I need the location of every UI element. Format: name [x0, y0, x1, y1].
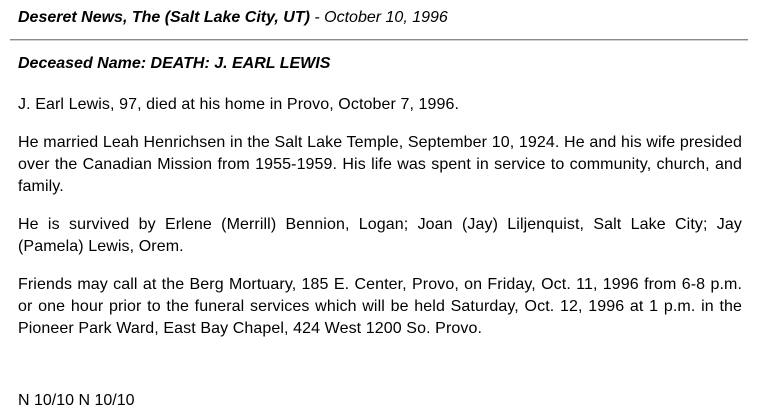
document-header [18, 8, 448, 28]
publication-name: Deseret News, The (Salt Lake City, UT) [18, 9, 310, 26]
publication-date: October 10, 1996 [324, 9, 448, 26]
obituary-paragraph: He married Leah Henrichsen in the Salt Lake Temple, September 10, 1924. He and his wife presided over the Canadian Mission from 1955-1959. His life was spent in service to community, church, and family. [18, 134, 742, 195]
obituary-body [18, 94, 742, 340]
header-separator: - [309, 9, 325, 26]
document-footer: N 10/10 N 10/10 [18, 392, 135, 409]
obituary-paragraph: He is survived by Erlene (Merrill) Bennion, Logan; Joan (Jay) Liljenquist, Salt Lake City; Jay (Pamela) Lewis, Orem. [18, 216, 742, 255]
obituary-paragraph: J. Earl Lewis, 97, died at his home in Provo, October 7, 1996. [18, 96, 460, 113]
horizontal-divider [10, 39, 748, 41]
obituary-paragraph: Friends may call at the Berg Mortuary, 185 E. Center, Provo, on Friday, Oct. 11, 1996 from 6-8 p.m. or one hour prior to the funeral services which will be held Saturday, Oct. 12, 1996 at 1 p.m. in the Pioneer Park Ward, East Bay Chapel, 424 West 1200 So. Provo. [18, 276, 742, 337]
deceased-heading: Deceased Name: DEATH: J. EARL LEWIS [18, 55, 331, 72]
